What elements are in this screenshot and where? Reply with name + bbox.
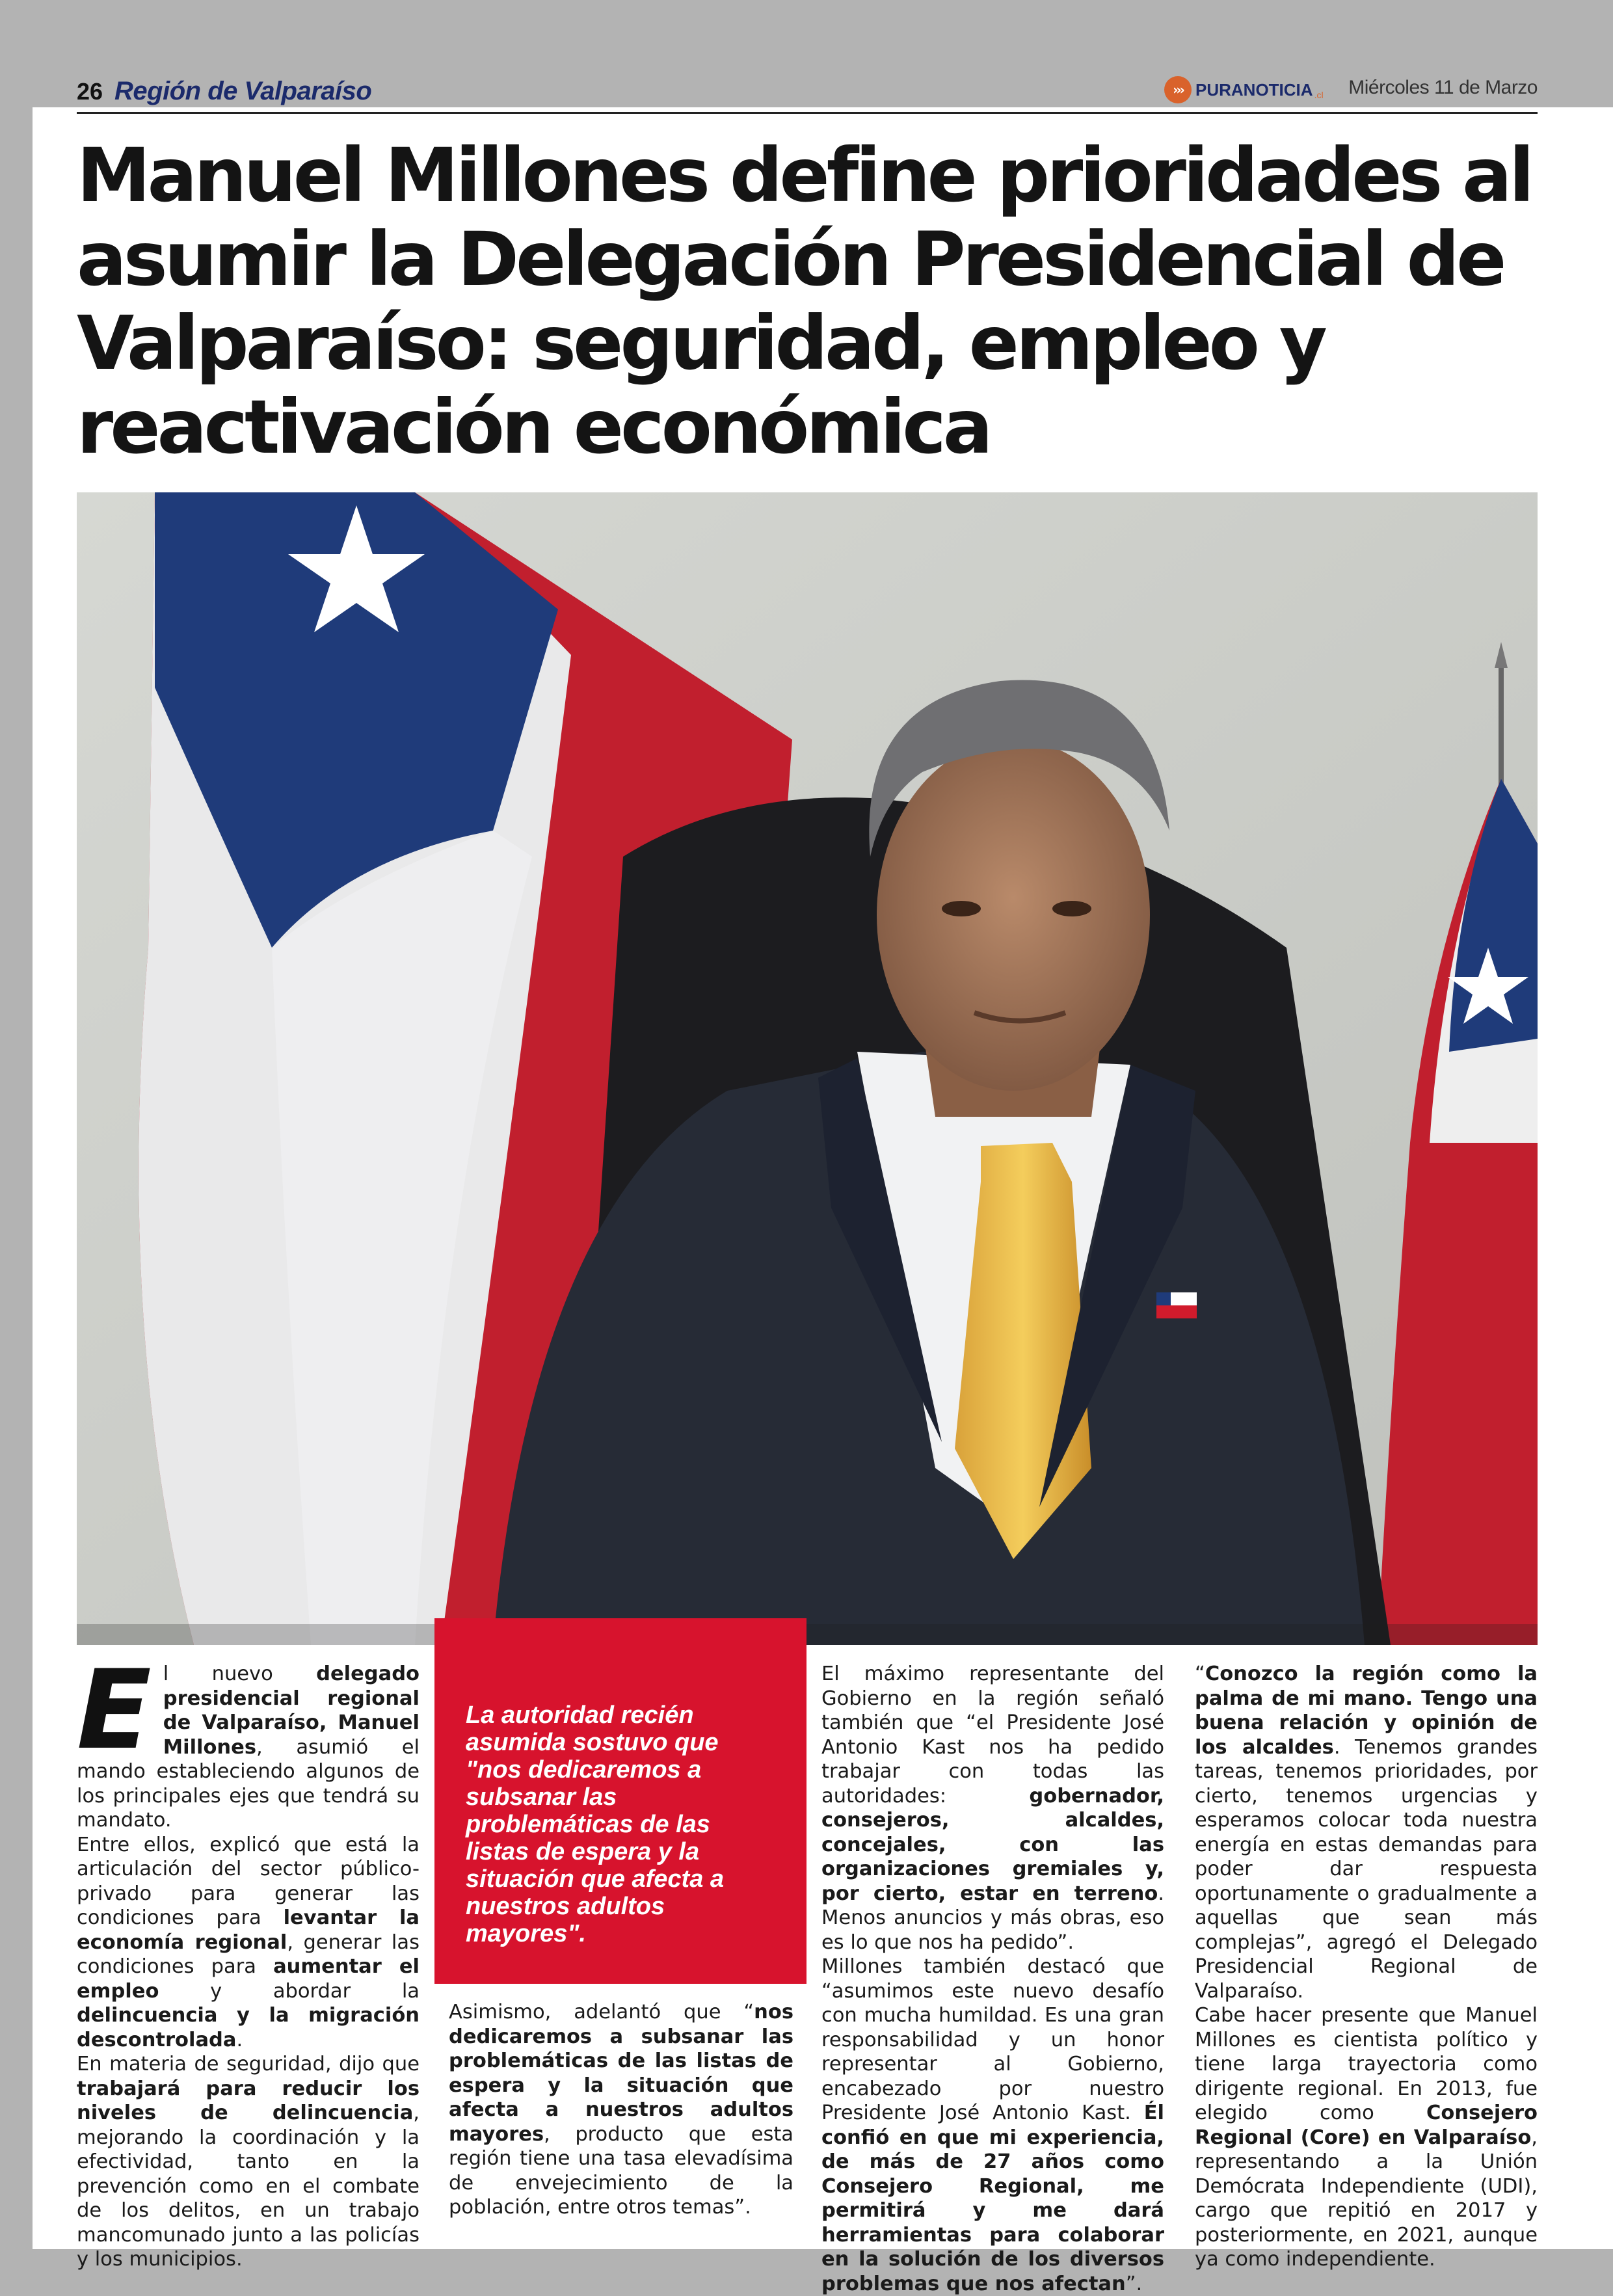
- text-run: ”.: [1125, 2272, 1143, 2295]
- header-rule: [77, 112, 1538, 114]
- bold-text: Consejero Regional (Core) en Valparaíso: [1195, 2102, 1538, 2149]
- text-run: , generar las condiciones para: [77, 1930, 420, 1978]
- text-run: . Menos anuncios y más obras, eso es lo que nos ha pedido”.: [821, 1882, 1164, 1954]
- paragraph: [77, 2052, 420, 2272]
- text-run: En materia de seguridad, dijo que: [77, 2053, 420, 2076]
- article-headline: Manuel Millones define prioridades al asumir la Delegación Presidencial de Valparaíso: seguridad, empleo y reactivación económica: [77, 132, 1532, 470]
- text-run: El máximo representante del Gobierno en la región señaló también que “el Presidente José Antonio Kast nos ha pedido trabajar con todas las autoridades:: [821, 1662, 1164, 1808]
- bold-text: levantar la economía regional: [77, 1906, 420, 1954]
- article-column-3: [821, 1662, 1164, 2296]
- text-run: . Tenemos grandes tareas, tenemos prioridades, por cierto, tenemos urgencias y esperamos colocar toda nuestra energía en estas demandas para poder dar respuesta oportunamente o gradualmente a aquellas que sean más complejas”, agregó el Delegado Presidencial Regional de Valparaíso.: [1195, 1735, 1538, 2003]
- bold-text: Él confió en que mi experiencia, de más de 27 años como Consejero Regional, me permitirá y me dará herramientas para colaborar en la solución de los diversos problemas que nos afectan: [821, 2102, 1164, 2295]
- article-column-4: [1195, 1662, 1538, 2272]
- bold-text: Conozco la región como la palma de mi mano. Tengo una buena relación y opinión de los alcaldes: [1195, 1662, 1538, 1759]
- text-run: , asumió el mando estableciendo algunos de los principales ejes que tendrá su mandato.: [77, 1735, 420, 1832]
- text-run: y abordar la: [159, 1979, 420, 2003]
- section-title: Región de Valparaíso: [114, 77, 372, 105]
- text-run: l nuevo: [163, 1662, 317, 1685]
- pull-quote: La autoridad recién asumida sostuvo que "nos dedicaremos a subsanar las problemáticas de las listas de espera y la situación que afecta a nuestros adultos mayores".: [466, 1702, 725, 1947]
- article-column-2: [449, 2000, 793, 2220]
- paragraph: [1195, 1662, 1538, 2003]
- paragraph: [821, 1662, 1164, 1955]
- article-photo: [77, 492, 1538, 1645]
- text-run: , representando a la Unión Demócrata Independiente (UDI), cargo que repitió en 2017 y posteriormente, en 2021, aunque ya como independiente.: [1195, 2126, 1538, 2271]
- text-run: , producto que esta región tiene una tasa elevadísima de envejecimiento de la población, entre otros temas”.: [449, 2122, 793, 2219]
- text-run: Asimismo, adelantó que “: [449, 2001, 754, 2023]
- logo-suffix: .cl: [1314, 90, 1324, 100]
- page-header: [77, 77, 371, 113]
- puranoticia-logo: [1164, 74, 1324, 105]
- bold-text: delegado presidencial regional de Valparaíso, Manuel Millones: [163, 1662, 420, 1759]
- page-number: 26: [77, 78, 103, 105]
- bold-text: nos dedicaremos a subsanar las problemáticas de las listas de espera y la situación que afecta a nuestros adultos mayores: [449, 2001, 793, 2146]
- bold-text: delincuencia y la migración descontrolada: [77, 2004, 420, 2051]
- bold-text: aumentar el empleo: [77, 1955, 420, 2003]
- paragraph: [1195, 2003, 1538, 2272]
- chevrons-icon: ›››: [1164, 76, 1192, 103]
- bold-text: trabajará para reducir los niveles de delincuencia: [77, 2077, 420, 2124]
- paragraph: [449, 2000, 793, 2220]
- bold-text: gobernador, consejeros, alcaldes, concejales, con las organizaciones gremiales y, por cierto, estar en terreno: [821, 1784, 1164, 1905]
- text-run: Millones también destacó que “asumimos este nuevo desafío con mucha humildad. Es una gran responsabilidad y un honor representar al Gobierno, encabezado por nuestro Presidente José Antonio Kast.: [821, 1955, 1164, 2124]
- article-column-1: [77, 1646, 420, 2272]
- portrait-illustration: [77, 492, 1538, 1645]
- text-run: , mejorando la coordinación y la efectividad, tanto en la prevención como en el combate de los delitos, en un trabajo mancomunado junto a las policías y los municipios.: [77, 2102, 420, 2271]
- pull-quote-box: [434, 1618, 806, 1984]
- logo-text: PURANOTICIA: [1195, 79, 1313, 100]
- text-run: “: [1195, 1662, 1205, 1685]
- text-run: .: [236, 2028, 243, 2051]
- paragraph: [821, 1955, 1164, 2296]
- issue-date: Miércoles 11 de Marzo: [1348, 77, 1538, 98]
- paragraph: [77, 1833, 420, 2053]
- text-run: Entre ellos, explicó que está la articulación del sector público-privado para generar las condiciones para: [77, 1833, 420, 1929]
- drop-cap: E: [77, 1646, 152, 1774]
- text-run: Cabe hacer presente que Manuel Millones es cientista político y tiene larga trayectoria como dirigente regional. En 2013, fue elegido como: [1195, 2004, 1538, 2124]
